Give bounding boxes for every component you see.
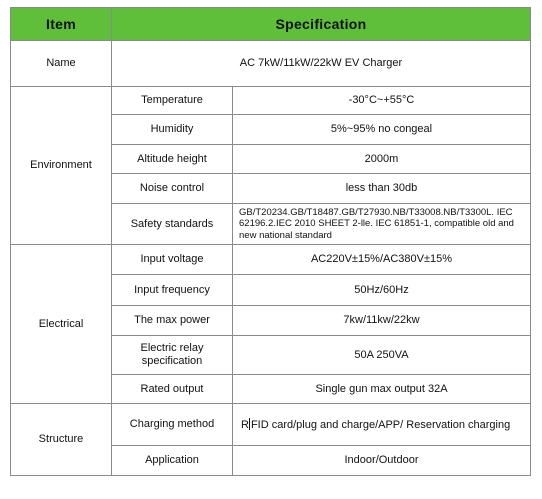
specification-table (10, 7, 531, 476)
value-electric-relay: 50A 250VA (233, 336, 531, 375)
label-application: Application (112, 446, 233, 476)
group-structure: Structure (11, 404, 112, 476)
table-row (11, 87, 531, 115)
value-temperature: -30°C~+55°C (233, 87, 531, 115)
label-input-frequency: Input frequency (112, 275, 233, 306)
group-electrical: Electrical (11, 245, 112, 404)
label-rated-output: Rated output (112, 375, 233, 404)
value-altitude: 2000m (233, 145, 531, 174)
table-row (11, 41, 531, 87)
value-input-frequency: 50Hz/60Hz (233, 275, 531, 306)
table-row (11, 245, 531, 275)
value-input-voltage: AC220V±15%/AC380V±15% (233, 245, 531, 275)
label-humidity: Humidity (112, 115, 233, 145)
group-environment: Environment (11, 87, 112, 245)
label-charging-method: Charging method (112, 404, 233, 446)
label-max-power: The max power (112, 306, 233, 336)
table-header-row (11, 8, 531, 41)
value-charging-method-first: R (241, 418, 249, 431)
label-temperature: Temperature (112, 87, 233, 115)
value-noise: less than 30db (233, 174, 531, 204)
value-safety-standards: GB/T20234.GB/T18487.GB/T27930.NB/T33008.NB/T3300L. IEC 62196.2.IEC 2010 SHEET 2-lle. IEC 61851-1, compatible old and new national standard (233, 204, 531, 245)
item-name: Name (11, 41, 112, 87)
label-electric-relay: Electric relay specification (112, 336, 233, 375)
value-humidity: 5%~95% no congeal (233, 115, 531, 145)
label-input-voltage: Input voltage (112, 245, 233, 275)
header-item: Item (11, 8, 112, 41)
header-specification: Specification (112, 8, 531, 41)
table-row (11, 404, 531, 446)
label-altitude: Altitude height (112, 145, 233, 174)
value-max-power: 7kw/11kw/22kw (233, 306, 531, 336)
value-application: Indoor/Outdoor (233, 446, 531, 476)
label-safety-standards: Safety standards (112, 204, 233, 245)
name-value: AC 7kW/11kW/22kW EV Charger (112, 41, 531, 87)
label-noise: Noise control (112, 174, 233, 204)
value-rated-output: Single gun max output 32A (233, 375, 531, 404)
value-charging-method (233, 404, 531, 446)
value-charging-method-rest: FID card/plug and charge/APP/ Reservation charging (250, 418, 511, 431)
